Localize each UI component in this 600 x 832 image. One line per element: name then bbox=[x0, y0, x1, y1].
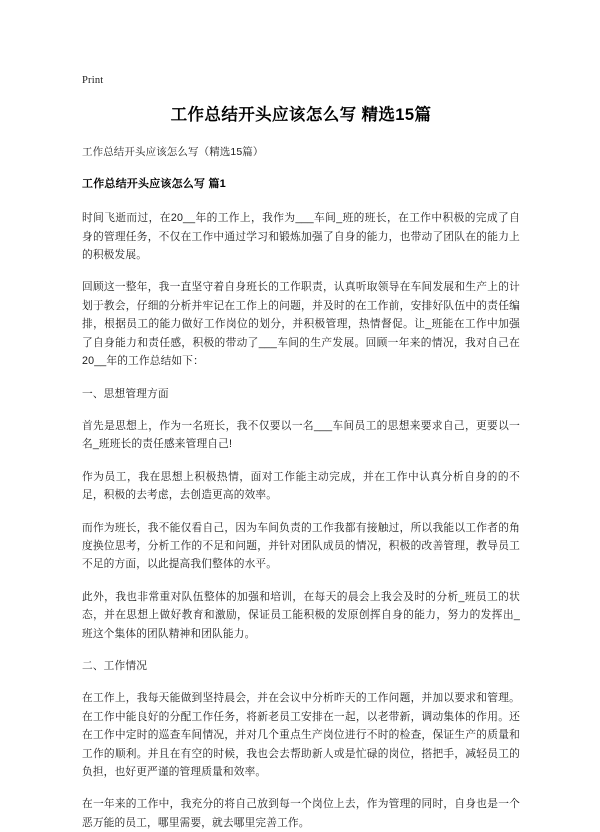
section-heading: 一、思想管理方面 bbox=[82, 387, 169, 400]
body-paragraph: 此外，我也非常重对队伍整体的加强和培训，在每天的晨会上我会及时的分析_班员工的状态，并在思想上做好教育和激励，保证员工能积极的发原创挥自身的能力，努力的发挥出_班这个集体的团队精神和团队能力。 bbox=[82, 590, 520, 640]
body-paragraph: 在一年来的工作中，我充分的将自己放到每一个岗位上去，作为管理的同时，自身也是一个恶万能的员工，哪里需要，就去哪里完善工作。 bbox=[82, 798, 520, 829]
print-button[interactable]: Print bbox=[82, 75, 104, 86]
body-paragraph: 回顾这一整年，我一直坚守着自身班长的工作职责，认真听取领导在车间发展和生产上的计划于教会，仔细的分析并牢记在工作上的问题，并及时的在工作前，安排好队伍中的责任编排，根据员工的能力做好工作岗位的划分，并积极管理，热情督促。让_班能在工作中加强了自身能力和责任感，积极的带动了___车间的生产发展。回顾一年来的情况，我对自己在20__年的工作总结如下： bbox=[82, 281, 520, 368]
body-paragraph: 在工作上，我每天能做到坚持晨会，并在会议中分析昨天的工作问题，并加以要求和管理。在工作中能良好的分配工作任务，将新老员工安排在一起，以老带新，调动集体的作用。还在工作中定时的巡查车间情况，并对几个重点生产岗位进行不时的检查，保证生产的质量和工作的顺利。并且在有空的时候，我也会去帮助新人或是忙碌的岗位，搭把手，减轻员工的负担，也好更严谨的管理质量和效率。 bbox=[82, 692, 520, 778]
section-heading: 二、工作情况 bbox=[82, 659, 148, 672]
body-paragraph: 作为员工，我在思想上积极热情，面对工作能主动完成，并在工作中认真分析自身的的不足，积极的去考虑，去创造更高的效率。 bbox=[82, 470, 520, 502]
article-body bbox=[82, 209, 520, 832]
article-heading: 工作总结开头应该怎么写 篇1 bbox=[82, 178, 226, 191]
body-paragraph: 首先是思想上，作为一名班长，我不仅要以一名___车间员工的思想来要求自己，更要以一名_班班长的责任感来管理自己! bbox=[82, 419, 520, 451]
document-subtitle: 工作总结开头应该怎么写（精选15篇） bbox=[82, 145, 264, 158]
page-title: 工作总结开头应该怎么写 精选15篇 bbox=[170, 105, 432, 124]
body-paragraph: 而作为班长，我不能仅看自己，因为车间负责的工作我都有接触过，所以我能以工作者的角度换位思考，分析工作的不足和问题，并针对团队成员的情况，积极的改善管理，教导员工不足的方面，以此提高我们整体的水平。 bbox=[82, 521, 520, 571]
body-paragraph: 时间飞逝而过，在20__年的工作上，我作为___车间_班的班长，在工作中积极的完成了自身的管理任务，不仅在工作中通过学习和锻炼加强了自身的能力，也带动了团队在的能力上的积极发展。 bbox=[82, 212, 520, 262]
